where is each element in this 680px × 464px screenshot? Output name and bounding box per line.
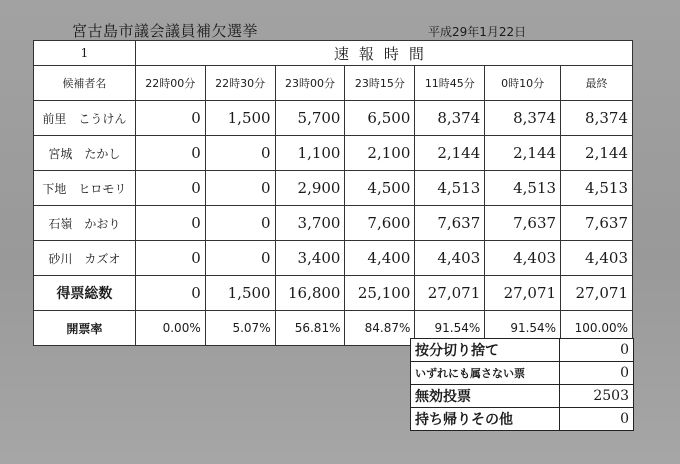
vote-cell: 2,144 [485,136,561,171]
vote-cell: 2,900 [275,171,345,206]
vote-cell: 3,400 [275,241,345,276]
vote-cell: 8,374 [485,101,561,136]
side-label: 按分切り捨て [411,339,560,362]
vote-cell: 7,637 [485,206,561,241]
table-row [34,241,633,276]
side-row [411,339,634,362]
column-header-time: 23時15分 [345,66,415,101]
column-header-time: 23時00分 [275,66,345,101]
rate-cell: 91.54% [485,311,561,346]
vote-cell: 0 [135,101,205,136]
vote-count-table [33,40,633,346]
total-cell: 0 [135,276,205,311]
total-cell: 27,071 [415,276,485,311]
candidate-name: 宮城 たかし [34,136,136,171]
side-value: 0 [560,408,634,431]
vote-cell: 5,700 [275,101,345,136]
total-label: 得票総数 [34,276,136,311]
total-cell: 1,500 [205,276,275,311]
vote-cell: 4,400 [345,241,415,276]
total-cell: 25,100 [345,276,415,311]
document-date: 平成29年1月22日 [428,25,527,39]
side-row [411,362,634,385]
column-header-name: 候補者名 [34,66,136,101]
vote-cell: 0 [205,241,275,276]
side-row [411,385,634,408]
vote-cell: 4,513 [415,171,485,206]
vote-cell: 2,144 [415,136,485,171]
total-cell: 16,800 [275,276,345,311]
total-cell: 27,071 [485,276,561,311]
table-index: 1 [34,41,136,66]
column-header-time: 11時45分 [415,66,485,101]
vote-cell: 0 [135,171,205,206]
vote-cell: 1,500 [205,101,275,136]
side-row [411,408,634,431]
table-row [34,171,633,206]
section-header: 速報時間 [135,41,632,66]
vote-cell: 4,513 [561,171,633,206]
rate-cell: 84.87% [345,311,415,346]
header-row-top [34,41,633,66]
vote-cell: 4,513 [485,171,561,206]
vote-cell: 1,100 [275,136,345,171]
vote-cell: 4,403 [561,241,633,276]
column-header-time: 22時00分 [135,66,205,101]
vote-cell: 7,600 [345,206,415,241]
invalid-votes-table [410,338,634,431]
table-row [34,136,633,171]
vote-cell: 3,700 [275,206,345,241]
candidate-name: 石嶺 かおり [34,206,136,241]
vote-cell: 0 [205,136,275,171]
side-label: 無効投票 [411,385,560,408]
side-value: 0 [560,339,634,362]
table-row [34,206,633,241]
rate-cell: 56.81% [275,311,345,346]
vote-cell: 4,500 [345,171,415,206]
vote-cell: 0 [135,206,205,241]
vote-cell: 8,374 [415,101,485,136]
vote-cell: 4,403 [485,241,561,276]
total-row [34,276,633,311]
vote-cell: 0 [205,206,275,241]
rate-cell: 91.54% [415,311,485,346]
rate-cell: 100.00% [561,311,633,346]
candidate-name: 下地 ヒロモリ [34,171,136,206]
side-label: 持ち帰りその他 [411,408,560,431]
vote-cell: 0 [205,171,275,206]
vote-cell: 8,374 [561,101,633,136]
rate-cell: 0.00% [135,311,205,346]
vote-cell: 6,500 [345,101,415,136]
vote-cell: 4,403 [415,241,485,276]
total-cell: 27,071 [561,276,633,311]
column-header-final: 最終 [561,66,633,101]
rate-cell: 5.07% [205,311,275,346]
vote-cell: 2,100 [345,136,415,171]
table-row [34,101,633,136]
candidate-name: 砂川 カズオ [34,241,136,276]
side-label: いずれにも属さない票 [411,362,560,385]
column-header-time: 22時30分 [205,66,275,101]
side-value: 0 [560,362,634,385]
vote-cell: 0 [135,136,205,171]
document-title: 宮古島市議会議員補欠選挙 [72,22,259,40]
candidate-name: 前里 こうけん [34,101,136,136]
rate-label: 開票率 [34,311,136,346]
header-row-times [34,66,633,101]
column-header-time: 0時10分 [485,66,561,101]
vote-cell: 7,637 [415,206,485,241]
vote-cell: 7,637 [561,206,633,241]
side-value: 2503 [560,385,634,408]
vote-cell: 0 [135,241,205,276]
vote-cell: 2,144 [561,136,633,171]
